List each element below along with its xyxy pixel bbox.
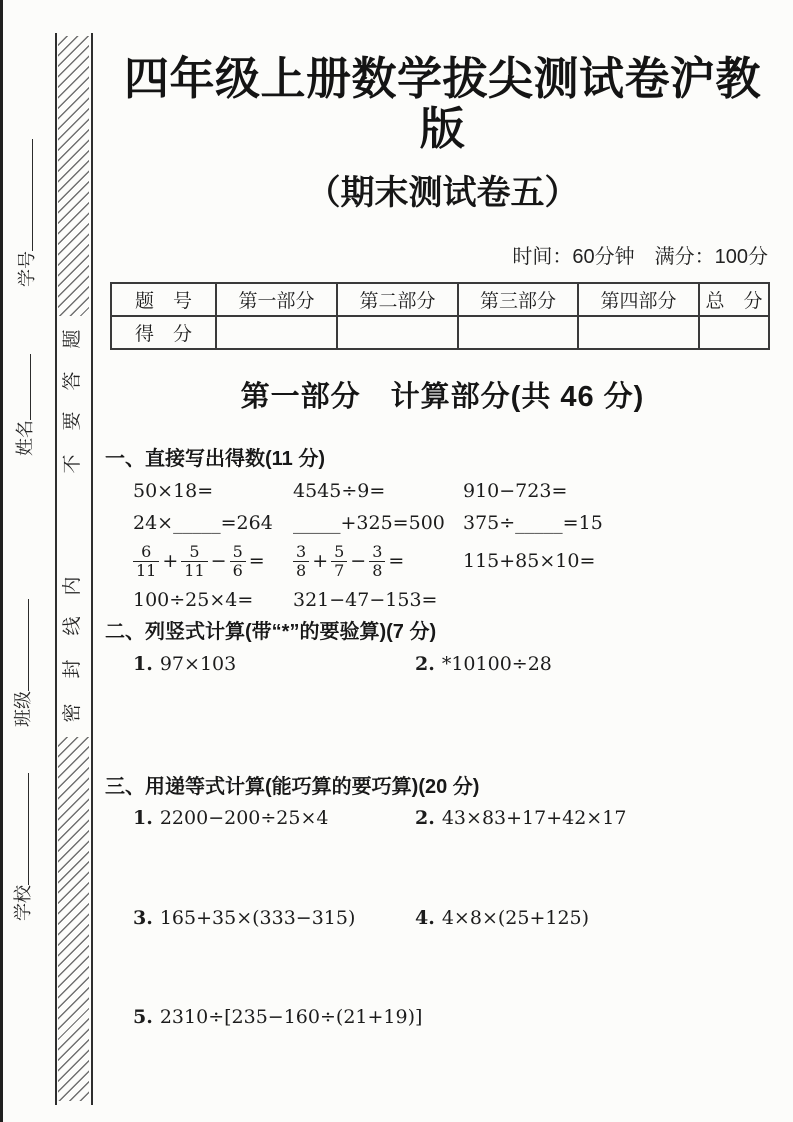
part1-heading: 第一部分 计算部分(共 46 分) (240, 381, 645, 413)
score-table-cell: 第三部分 (458, 283, 578, 316)
numerator: 5 (181, 543, 207, 562)
equation: 100÷25×4= (133, 589, 254, 611)
item-number: 5. (133, 1006, 153, 1028)
equation: 2310÷[235−160÷(21+19)] (159, 1006, 423, 1028)
q1-row1 (105, 480, 780, 502)
score-table-cell: 第四部分 (578, 283, 699, 316)
fraction-equation (133, 538, 293, 584)
operator: − (350, 550, 367, 572)
score-empty-cell (458, 316, 578, 349)
class-field (10, 599, 36, 727)
numerator: 3 (293, 543, 309, 562)
equation: 97×103 (159, 653, 237, 675)
seal-char: 封 (62, 659, 83, 679)
denominator: 7 (334, 560, 345, 580)
student-name-field (12, 354, 38, 456)
equation: 375÷_____=15 (463, 512, 603, 534)
time-score-info: 时间：60分钟 满分：100分 (512, 246, 768, 268)
blank-line (10, 773, 29, 885)
blank-line (14, 139, 33, 251)
class-label: 班级 (13, 691, 33, 727)
equation: 43×83+17+42×17 (441, 807, 627, 829)
question2-title: 二、列竖式计算(带“*”的要验算)(7 分) (105, 621, 437, 643)
numerator: 5 (331, 543, 347, 562)
equation: 165+35×(333−315) (159, 907, 356, 929)
score-table-cell: 第二部分 (337, 283, 458, 316)
seal-char: 答 (62, 371, 83, 391)
denominator: 8 (296, 560, 307, 580)
score-empty-cell (337, 316, 458, 349)
student-number-field (14, 139, 40, 287)
numerator: 3 (369, 543, 385, 562)
seal-left-rule (55, 33, 57, 1105)
item-number: 4. (415, 907, 435, 929)
exercise-item (133, 907, 415, 929)
fraction (230, 543, 246, 580)
score-table (110, 282, 770, 350)
paper-subtitle: （期末测试卷五） (306, 174, 579, 212)
equals-sign: = (248, 550, 265, 572)
item-number: 2. (415, 653, 435, 675)
operator: − (210, 550, 227, 572)
score-table-cell: 总 分 (699, 283, 769, 316)
exercise-item (133, 1006, 423, 1028)
equation: 4545÷9= (293, 480, 386, 502)
student-name-label: 姓名 (15, 420, 35, 456)
denominator: 11 (136, 560, 157, 580)
q3-row2 (105, 907, 780, 929)
scan-edge-line (0, 0, 3, 1122)
denominator: 6 (232, 560, 243, 580)
denominator: 8 (372, 560, 383, 580)
q1-row3 (105, 538, 780, 584)
score-table-cell: 第一部分 (216, 283, 337, 316)
question1-title: 一、直接写出得数(11 分) (105, 448, 326, 470)
equation: 910−723= (463, 480, 568, 502)
item-number: 1. (133, 653, 153, 675)
student-number-label: 学号 (17, 251, 37, 287)
hatch-pattern-top (58, 36, 89, 316)
fraction-equation (293, 538, 463, 584)
fraction (181, 543, 207, 580)
paper-content (105, 42, 780, 1028)
school-label: 学校 (13, 885, 33, 921)
fraction (293, 543, 309, 580)
exercise-item (415, 653, 780, 675)
score-empty-cell (216, 316, 337, 349)
exercise-item (415, 807, 780, 829)
seal-right-rule (91, 33, 93, 1105)
question3-title: 三、用递等式计算(能巧算的要巧算)(20 分) (105, 776, 480, 798)
paper-title: 四年级上册数学拔尖测试卷沪教版 (123, 53, 761, 154)
fraction (369, 543, 385, 580)
score-table-score-row (111, 316, 769, 349)
item-number: 2. (415, 807, 435, 829)
seal-char: 密 (62, 703, 83, 723)
item-number: 3. (133, 907, 153, 929)
equation: 321−47−153= (293, 589, 438, 611)
equation: _____+325=500 (293, 512, 445, 534)
denominator: 11 (184, 560, 205, 580)
operator: + (312, 550, 329, 572)
seal-char: 不 (62, 454, 83, 474)
q3-row1 (105, 807, 780, 829)
school-field (10, 773, 36, 921)
seal-char: 要 (62, 411, 83, 431)
q3-row3 (105, 1006, 780, 1028)
exercise-item (415, 907, 780, 929)
score-table-cell: 得 分 (111, 316, 216, 349)
equation: 24×_____=264 (133, 512, 273, 534)
equation: 2200−200÷25×4 (159, 807, 329, 829)
q1-row4 (105, 589, 780, 611)
operator: + (162, 550, 179, 572)
numerator: 6 (133, 543, 159, 562)
item-number: 1. (133, 807, 153, 829)
score-empty-cell (699, 316, 769, 349)
blank-line (12, 354, 31, 420)
equation: 4×8×(25+125) (441, 907, 590, 929)
exercise-item (133, 807, 415, 829)
score-table-header-row (111, 283, 769, 316)
fraction (133, 543, 159, 580)
blank-line (10, 599, 29, 691)
seal-char: 线 (62, 616, 83, 636)
score-table-cell: 题 号 (111, 283, 216, 316)
equation: *10100÷28 (441, 653, 552, 675)
q2-items (105, 653, 780, 675)
seal-char: 内 (62, 576, 83, 596)
hatch-pattern-bottom (58, 737, 89, 1101)
fraction (331, 543, 347, 580)
score-empty-cell (578, 316, 699, 349)
q1-row2 (105, 512, 780, 534)
seal-char: 题 (62, 329, 83, 349)
numerator: 5 (230, 543, 246, 562)
equals-sign: = (388, 550, 405, 572)
equation: 115+85×10= (463, 550, 596, 572)
exercise-item (133, 653, 415, 675)
equation: 50×18= (133, 480, 214, 502)
